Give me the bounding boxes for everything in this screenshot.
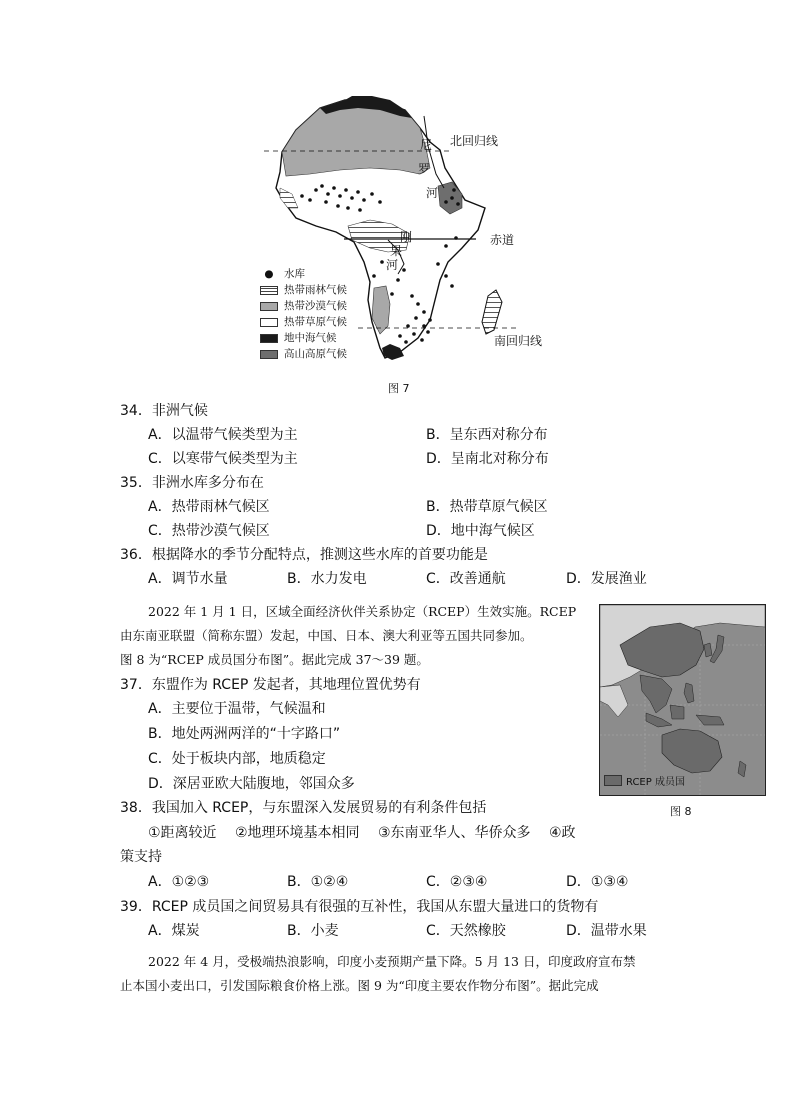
q38-stem: 38．我国加入 RCEP，与东盟深入发展贸易的有利条件包括 [120, 800, 487, 816]
reservoir-dot-icon: ● [264, 268, 274, 280]
congo-label-1: 刚 [400, 230, 413, 244]
equator-label: 赤道 [490, 233, 515, 247]
legend-mediterranean-label: 地中海气候 [284, 332, 337, 344]
rcep-member-swatch-icon [604, 775, 622, 786]
nile-label-1: 尼 [420, 138, 433, 152]
indonesia-member [646, 713, 672, 727]
nile-label-3: 河 [426, 186, 439, 200]
legend-reservoir-label: 水库 [284, 268, 305, 280]
desert-swatch-icon [260, 302, 278, 311]
legend-desert [260, 298, 347, 314]
figure-7-caption: 图 7 [388, 382, 410, 395]
q34-option-a[interactable]: A．以温带气候类型为主 [148, 427, 298, 443]
q38-option-a[interactable]: A．①②③ [148, 874, 210, 890]
q36-stem: 36．根据降水的季节分配特点，推测这些水库的首要功能是 [120, 547, 488, 563]
passage-2-line-2: 止本国小麦出口，引发国际粮食价格上涨。图 9 为“印度主要农作物分布图”。据此完成 [120, 978, 599, 993]
rcep-map-svg [600, 605, 765, 795]
passage-1-line-3: 图 8 为“RCEP 成员国分布图”。据此完成 37～39 题。 [120, 652, 429, 667]
q39-stem: 39．RCEP 成员国之间贸易具有很强的互补性，我国从东盟大量进口的货物有 [120, 899, 599, 915]
q39-option-a[interactable]: A．煤炭 [148, 923, 200, 939]
q37-stem: 37．东盟作为 RCEP 发起者，其地理位置优势有 [120, 677, 421, 693]
q36-option-b[interactable]: B．水力发电 [287, 571, 367, 587]
q35-option-c[interactable]: C．热带沙漠气候区 [148, 523, 270, 539]
q34-option-d[interactable]: D．呈南北对称分布 [426, 451, 549, 467]
figure-8-rcep-map [599, 604, 766, 796]
q38-items-line-1: ①距离较近 ②地理环境基本相同 ③东南亚华人、华侨众多 ④政 [148, 825, 576, 841]
q39-option-d[interactable]: D．温带水果 [566, 923, 647, 939]
q37-option-d[interactable]: D．深居亚欧大陆腹地，邻国众多 [148, 776, 355, 792]
legend-savanna-label: 热带草原气候 [284, 316, 347, 328]
japan-member [710, 635, 724, 663]
legend-highland-label: 高山高原气候 [284, 348, 347, 360]
legend-desert-label: 热带沙漠气候 [284, 300, 347, 312]
q34-option-c[interactable]: C．以寒带气候类型为主 [148, 451, 298, 467]
southeast-asia-mainland-member [640, 675, 672, 713]
new-guinea [696, 715, 724, 725]
passage-2-line-1: 2022 年 4 月，受极端热浪影响，印度小麦预期产量下降。5 月 13 日，印度政府宣布禁 [148, 954, 636, 969]
figure-8-caption: 图 8 [670, 805, 692, 818]
tropic-of-capricorn-label: 南回归线 [494, 334, 543, 348]
australia-member [662, 729, 722, 773]
india-land [600, 685, 628, 717]
figure-8-legend-label: RCEP 成员国 [626, 777, 685, 788]
q35-stem: 35．非洲水库多分布在 [120, 475, 264, 491]
legend-reservoir [260, 266, 347, 282]
figure-7-africa-climate-map [240, 90, 560, 380]
korea-member [704, 643, 712, 657]
q36-option-a[interactable]: A．调节水量 [148, 571, 228, 587]
figure-8-legend [604, 773, 685, 788]
legend-highland [260, 346, 347, 362]
congo-label-2: 果 [390, 244, 403, 258]
legend-mediterranean [260, 330, 347, 346]
q36-option-d[interactable]: D．发展渔业 [566, 571, 647, 587]
legend-rainforest-label: 热带雨林气候 [284, 284, 347, 296]
mediterranean-swatch-icon [260, 334, 278, 343]
rainforest-swatch-icon [260, 286, 278, 295]
q37-option-b[interactable]: B．地处两洲两洋的“十字路口” [148, 726, 341, 742]
q37-option-c[interactable]: C．处于板块内部，地质稳定 [148, 751, 326, 767]
q36-option-c[interactable]: C．改善通航 [426, 571, 506, 587]
borneo-member [670, 705, 684, 719]
legend-savanna [260, 314, 347, 330]
new-zealand-member [738, 761, 746, 777]
passage-1-line-2: 由东南亚联盟（简称东盟）发起，中国、日本、澳大利亚等五国共同参加。 [120, 628, 533, 643]
q38-option-b[interactable]: B．①②④ [287, 874, 349, 890]
q38-option-d[interactable]: D．①③④ [566, 874, 629, 890]
legend-rainforest [260, 282, 347, 298]
congo-label-3: 河 [386, 258, 399, 272]
tropic-of-cancer-label: 北回归线 [450, 134, 499, 148]
figure-7-legend [260, 266, 347, 362]
q39-option-c[interactable]: C．天然橡胶 [426, 923, 506, 939]
highland-swatch-icon [260, 350, 278, 359]
q35-option-d[interactable]: D．地中海气候区 [426, 523, 535, 539]
q34-option-b[interactable]: B．呈东西对称分布 [426, 427, 548, 443]
q35-option-a[interactable]: A．热带雨林气候区 [148, 499, 270, 515]
passage-1-line-1: 2022 年 1 月 1 日，区域全面经济伙伴关系协定（RCEP）生效实施。RCEP [148, 604, 577, 619]
madagascar [482, 290, 502, 334]
savanna-swatch-icon [260, 318, 278, 327]
q37-option-a[interactable]: A．主要位于温带，气候温和 [148, 701, 326, 717]
q38-option-c[interactable]: C．②③④ [426, 874, 488, 890]
q38-items-line-2: 策支持 [120, 849, 162, 865]
q39-option-b[interactable]: B．小麦 [287, 923, 339, 939]
nile-label-2: 罗 [418, 162, 431, 176]
sahara-desert-zone [282, 100, 433, 176]
q34-stem: 34．非洲气候 [120, 403, 208, 419]
philippines-member [684, 683, 694, 703]
q35-option-b[interactable]: B．热带草原气候区 [426, 499, 548, 515]
